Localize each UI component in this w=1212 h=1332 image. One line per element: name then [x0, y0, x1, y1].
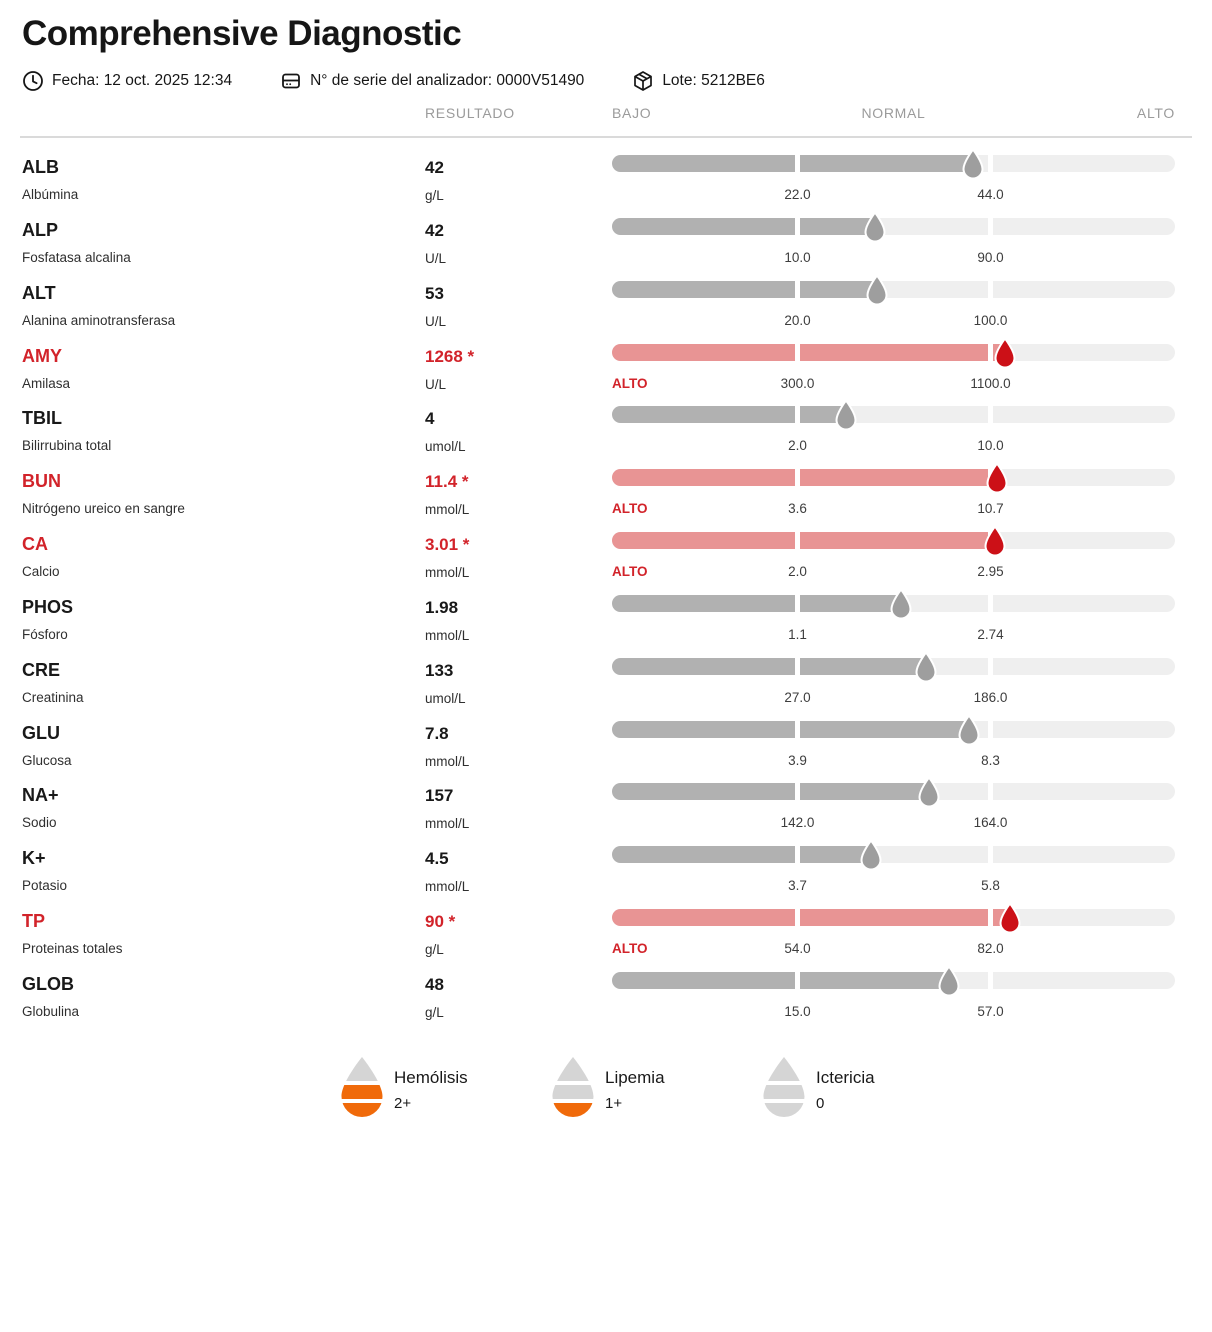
test-name: Albúmina	[22, 187, 79, 202]
high-threshold-divider	[988, 909, 993, 926]
range-bar	[612, 909, 1175, 926]
test-name: Calcio	[22, 564, 60, 580]
test-row	[0, 514, 1212, 581]
range-low-label: 3.7	[788, 878, 807, 894]
flag-alto: ALTO	[612, 501, 648, 517]
test-code: TBIL	[22, 408, 62, 429]
droplet-icon	[860, 839, 882, 871]
legend-name: Hemólisis	[394, 1068, 468, 1087]
test-name: Globulina	[22, 1003, 80, 1019]
legend-value: 2+	[394, 1095, 412, 1112]
meta-date	[22, 70, 232, 92]
test-name: Glucosa	[22, 752, 72, 768]
high-threshold-divider	[988, 972, 993, 989]
range-high-label: 2.95	[977, 564, 1004, 580]
test-name: Proteinas totales	[22, 941, 123, 957]
range-low-label: 20.0	[784, 312, 811, 328]
range-bar	[612, 783, 1175, 800]
bar-fill	[612, 972, 953, 989]
meta-lot-label: Lote: 5212BE6	[662, 72, 765, 89]
legend-value: 0	[816, 1095, 825, 1112]
test-name: Alanina aminotransferasa	[22, 312, 176, 328]
test-unit: U/L	[425, 250, 447, 266]
high-threshold-divider	[988, 721, 993, 738]
bar-fill	[612, 721, 973, 738]
sample-quality-legend	[0, 1056, 1212, 1126]
low-threshold-divider	[795, 281, 800, 298]
meta-serial-label: N° de serie del analizador: 0000V51490	[310, 72, 585, 89]
test-row	[0, 765, 1212, 832]
test-row	[0, 640, 1212, 706]
range-low-label: 300.0	[780, 375, 815, 391]
droplet-icon	[864, 211, 886, 243]
low-threshold-divider	[795, 344, 800, 361]
meta-date-label: Fecha: 12 oct. 2025 12:34	[52, 72, 233, 89]
test-row	[0, 263, 1212, 329]
test-code: AMY	[22, 345, 62, 366]
droplet-icon	[835, 399, 857, 431]
test-result: 90 *	[425, 912, 456, 932]
test-name: Nitrógeno ureico en sangre	[22, 501, 185, 517]
test-code: ALP	[22, 219, 58, 240]
test-unit: mmol/L	[425, 879, 470, 895]
test-name: Creatinina	[22, 689, 84, 705]
range-bar	[612, 658, 1175, 675]
range-high-label: 57.0	[977, 1003, 1004, 1019]
test-row	[0, 828, 1212, 895]
test-result: 3.01 *	[425, 535, 470, 555]
column-header-bajo: BAJO	[612, 105, 652, 121]
range-high-label: 5.8	[981, 878, 1000, 894]
test-result: 53	[425, 283, 444, 303]
test-row	[0, 703, 1212, 769]
test-unit: mmol/L	[425, 502, 470, 518]
range-bar	[612, 155, 1175, 172]
high-threshold-divider	[988, 595, 993, 612]
droplet-icon	[938, 965, 960, 997]
low-threshold-divider	[795, 469, 800, 486]
range-high-label: 90.0	[977, 249, 1004, 265]
range-low-label: 15.0	[784, 1003, 811, 1019]
bar-fill	[612, 595, 905, 612]
low-threshold-divider	[795, 846, 800, 863]
column-header-normal: NORMAL	[861, 105, 926, 121]
test-result: 1268 *	[425, 346, 475, 366]
high-threshold-divider	[988, 658, 993, 675]
test-row	[0, 451, 1212, 518]
page-title: Comprehensive Diagnostic	[22, 14, 462, 53]
test-unit: mmol/L	[425, 565, 470, 581]
range-bar	[612, 972, 1175, 989]
droplet-icon	[866, 274, 888, 306]
legend-item	[551, 1056, 665, 1118]
range-high-label: 82.0	[977, 941, 1004, 957]
droplet-icon	[962, 148, 984, 180]
test-unit: U/L	[425, 313, 447, 329]
test-code: NA+	[22, 785, 59, 806]
droplet-icon	[986, 462, 1008, 494]
test-result: 42	[425, 220, 444, 240]
bar-fill	[612, 218, 879, 235]
range-low-label: 3.9	[788, 752, 807, 768]
range-low-label: 10.0	[784, 249, 811, 265]
test-name: Amilasa	[22, 375, 71, 391]
test-code: CRE	[22, 659, 61, 680]
test-unit: umol/L	[425, 690, 466, 706]
droplet-icon	[984, 525, 1006, 557]
range-high-label: 164.0	[973, 815, 1008, 831]
low-threshold-divider	[795, 218, 800, 235]
droplet-icon	[551, 1056, 595, 1118]
test-result: 4.5	[425, 849, 449, 869]
bar-fill	[612, 532, 999, 549]
low-threshold-divider	[795, 909, 800, 926]
test-result: 7.8	[425, 723, 449, 743]
test-result: 11.4 *	[425, 472, 469, 492]
range-low-label: 2.0	[788, 438, 807, 454]
low-threshold-divider	[795, 972, 800, 989]
test-result: 48	[425, 974, 444, 994]
test-code: PHOS	[22, 596, 74, 617]
bar-fill	[612, 281, 881, 298]
range-high-label: 8.3	[981, 752, 1000, 768]
low-threshold-divider	[795, 721, 800, 738]
droplet-icon	[915, 651, 937, 683]
test-code: GLOB	[22, 973, 74, 994]
droplet-icon	[994, 337, 1016, 369]
low-threshold-divider	[795, 595, 800, 612]
test-row	[0, 137, 1212, 203]
bar-fill	[612, 846, 875, 863]
range-bar	[612, 469, 1175, 486]
test-row	[0, 200, 1212, 266]
range-bar	[612, 344, 1175, 361]
high-threshold-divider	[988, 155, 993, 172]
range-low-label: 22.0	[784, 187, 811, 202]
low-threshold-divider	[795, 406, 800, 423]
column-header-alto: ALTO	[1136, 105, 1175, 121]
test-name: Sodio	[22, 815, 57, 831]
bar-fill	[612, 658, 930, 675]
test-row	[0, 388, 1212, 455]
droplet-icon	[958, 714, 980, 746]
high-threshold-divider	[988, 406, 993, 423]
test-row	[0, 577, 1212, 643]
range-high-label: 2.74	[977, 626, 1004, 642]
test-unit: g/L	[425, 1004, 444, 1020]
column-header-resultado: RESULTADO	[425, 105, 515, 121]
bar-fill	[612, 406, 850, 423]
test-code: TP	[22, 911, 46, 932]
test-unit: U/L	[425, 376, 447, 392]
test-unit: g/L	[425, 942, 444, 958]
low-threshold-divider	[795, 532, 800, 549]
test-name: Fosfatasa alcalina	[22, 249, 131, 265]
range-low-label: 1.1	[788, 626, 807, 642]
droplet-icon	[890, 588, 912, 620]
range-low-label: 54.0	[784, 941, 811, 957]
test-name: Bilirrubina total	[22, 438, 112, 454]
legend-value: 1+	[605, 1095, 623, 1112]
test-row	[0, 326, 1212, 392]
low-threshold-divider	[795, 658, 800, 675]
legend-name: Ictericia	[816, 1068, 875, 1087]
bar-fill	[612, 909, 1014, 926]
range-bar	[612, 595, 1175, 612]
high-threshold-divider	[988, 846, 993, 863]
test-result: 4	[425, 409, 435, 429]
test-row	[0, 954, 1212, 1020]
test-code: BUN	[22, 471, 61, 492]
test-code: CA	[22, 534, 48, 555]
clock-icon	[22, 70, 44, 92]
high-threshold-divider	[988, 783, 993, 800]
test-unit: mmol/L	[425, 753, 470, 769]
legend-item	[340, 1056, 468, 1118]
meta-lot	[632, 70, 765, 92]
range-high-label: 44.0	[977, 187, 1004, 202]
analyzer-icon	[280, 70, 302, 92]
test-unit: mmol/L	[425, 816, 470, 832]
legend-name: Lipemia	[605, 1068, 665, 1087]
range-bar	[612, 281, 1175, 298]
test-result: 133	[425, 660, 454, 680]
bar-fill	[612, 783, 933, 800]
high-threshold-divider	[988, 218, 993, 235]
range-low-label: 2.0	[788, 564, 807, 580]
test-result: 157	[425, 786, 454, 806]
low-threshold-divider	[795, 155, 800, 172]
range-high-label: 10.7	[977, 501, 1004, 517]
droplet-icon	[340, 1056, 384, 1118]
test-result: 1.98	[425, 597, 459, 617]
low-threshold-divider	[795, 783, 800, 800]
high-threshold-divider	[988, 344, 993, 361]
test-result: 42	[425, 158, 444, 177]
high-threshold-divider	[988, 281, 993, 298]
range-high-label: 10.0	[977, 438, 1004, 454]
range-high-label: 186.0	[973, 689, 1008, 705]
range-bar	[612, 721, 1175, 738]
droplet-icon	[762, 1056, 806, 1118]
package-icon	[632, 70, 654, 92]
range-bar	[612, 532, 1175, 549]
range-bar	[612, 218, 1175, 235]
report-meta	[22, 68, 813, 94]
bar-fill	[612, 344, 1009, 361]
range-low-label: 27.0	[784, 689, 811, 705]
test-name: Potasio	[22, 878, 68, 894]
test-code: K+	[22, 848, 46, 869]
flag-alto: ALTO	[612, 564, 648, 580]
range-bar	[612, 846, 1175, 863]
test-code: GLU	[22, 722, 60, 743]
range-high-label: 1100.0	[970, 375, 1011, 391]
bar-fill	[612, 469, 1001, 486]
results-list	[0, 137, 1212, 1020]
test-unit: umol/L	[425, 439, 466, 455]
test-row	[0, 891, 1212, 958]
test-unit: mmol/L	[425, 627, 470, 643]
flag-alto: ALTO	[612, 375, 648, 391]
test-code: ALB	[22, 157, 59, 177]
meta-serial	[280, 70, 584, 92]
range-low-label: 142.0	[780, 815, 815, 831]
range-bar	[612, 406, 1175, 423]
droplet-icon	[918, 776, 940, 808]
test-code: ALT	[22, 282, 56, 303]
range-high-label: 100.0	[973, 312, 1008, 328]
legend-item	[762, 1056, 875, 1118]
test-name: Fósforo	[22, 626, 68, 642]
droplet-icon	[999, 902, 1021, 934]
flag-alto: ALTO	[612, 941, 648, 957]
test-unit: g/L	[425, 188, 444, 203]
range-low-label: 3.6	[788, 501, 807, 517]
